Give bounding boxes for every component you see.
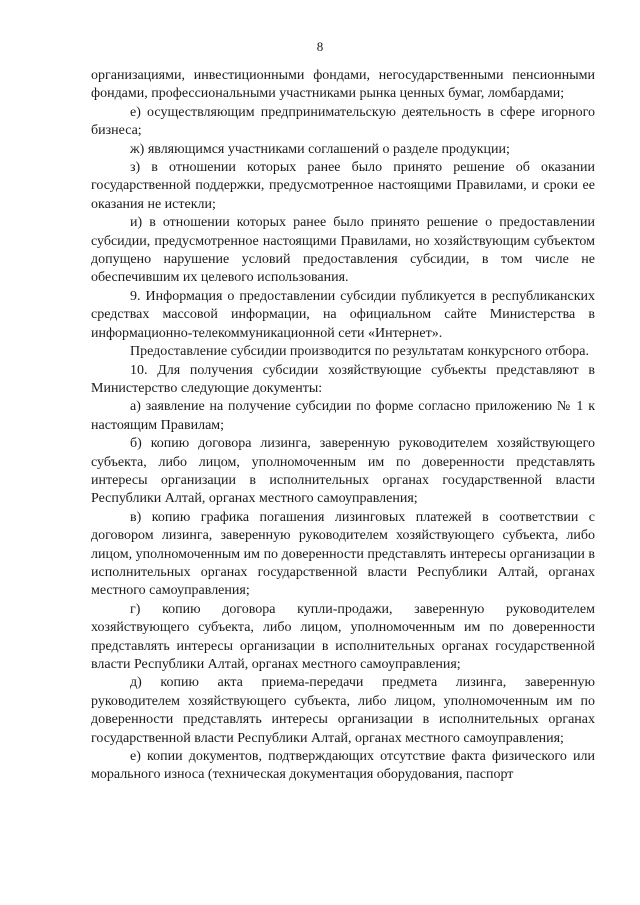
paragraph-clause-9: 9. Информация о предоставлении субсидии публикуется в республиканских средствах массовой информации, на официальном сайте Министерства в информационно-телекоммуникационной сети «Интернет».: [91, 288, 595, 341]
paragraph-item-b: б) копию договора лизинга, заверенную руководителем хозяйствующего субъекта, либо лицом, уполномоченным им по доверенности представлять интересы организации в исполнительных органах государственной власти Республики Алтай, органах местного самоуправления;: [91, 436, 595, 507]
paragraph-item-z: з) в отношении которых ранее было принято решение об оказании государственной поддержки, предусмотренное настоящими Правилами, и сроки ее оказания не истекли;: [91, 160, 595, 212]
document-body: [91, 67, 595, 785]
page-number: 8: [316, 39, 324, 54]
paragraph-item-a: а) заявление на получение субсидии по форме согласно приложению № 1 к настоящим Правилам;: [91, 399, 595, 433]
paragraph-item-zh: ж) являющимся участниками соглашений о разделе продукции;: [130, 141, 510, 157]
paragraph-item-e: е) осуществляющим предпринимательскую деятельность в сфере игорного бизнеса;: [91, 104, 595, 139]
paragraph-item-v: в) копию графика погашения лизинговых платежей в соответствии с договором лизинга, заверенную руководителем хозяйствующего субъекта, либо лицом, уполномоченным им по доверенности представлять интересы организации в исполнительных органах государственной власти Республики Алтай, органах местного самоуправления;: [91, 509, 595, 599]
paragraph-clause-9-selection: Предоставление субсидии производится по результатам конкурсного отбора.: [130, 344, 590, 360]
paragraph-continuation: организациями, инвестиционными фондами, негосударственными пенсионными фондами, профессиональными участниками рынка ценных бумаг, ломбардами;: [91, 68, 595, 102]
paragraph-item-e2: е) копии документов, подтверждающих отсутствие факта физического или морального износа (техническая документация оборудования, паспорт: [91, 749, 595, 783]
paragraph-item-d: д) копию акта приема-передачи предмета лизинга, заверенную руководителем хозяйствующего субъекта, либо лицом, уполномоченным им по доверенности представлять интересы организации в исполнительных органах государственной власти Республики Алтай, органах местного самоуправления;: [91, 675, 595, 746]
paragraph-item-i: и) в отношении которых ранее было принято решение о предоставлении субсидии, предусмотренное настоящими Правилами, но хозяйствующим субъектом допущено нарушение условий предоставления субсидии, в том числе не обеспечившим их целевого использования.: [91, 215, 595, 286]
paragraph-clause-10: 10. Для получения субсидии хозяйствующие субъекты представляют в Министерство следующие документы:: [91, 362, 595, 396]
paragraph-item-g: г) копию договора купли-продажи, заверенную руководителем хозяйствующего субъекта, либо лицом, уполномоченным им по доверенности представлять интересы организации в исполнительных органах государственной власти Республики Алтай, органах местного самоуправления;: [91, 601, 595, 672]
